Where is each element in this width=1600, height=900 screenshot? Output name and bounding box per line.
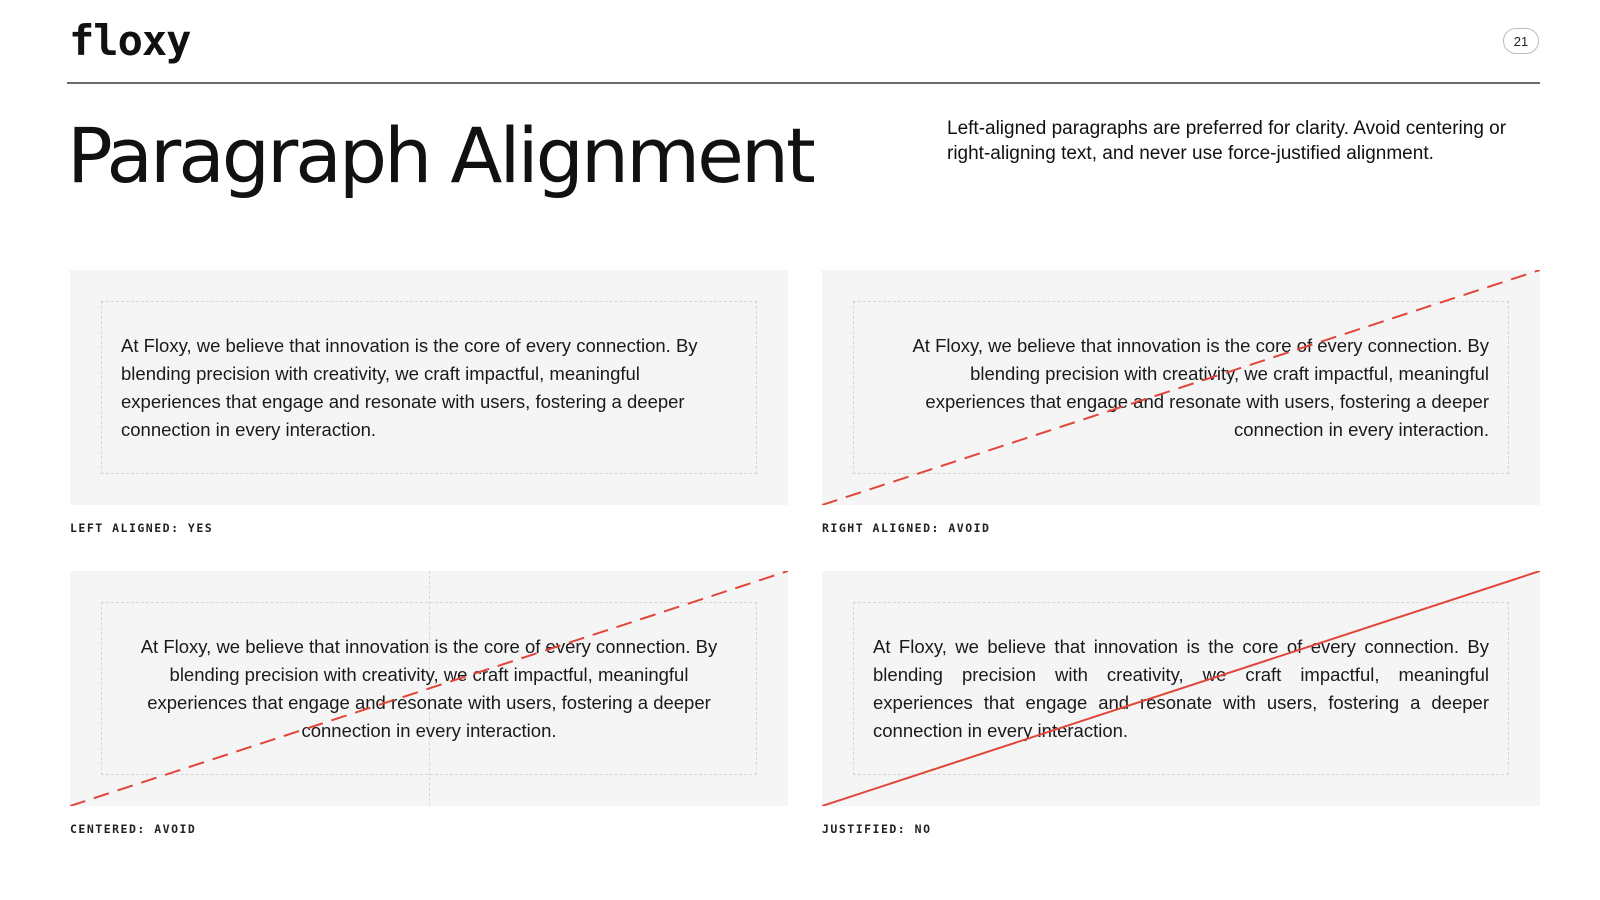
sample-paragraph: At Floxy, we believe that innovation is the core of every connection. By blending precision with creativity, we craft impactful, meaningful experiences that engage and resonate with users, fostering a deeper connection in every interaction.	[873, 636, 1489, 741]
example-card-right-aligned	[822, 270, 1540, 505]
no-strike-line	[822, 571, 1540, 806]
page-number-badge: 21	[1503, 28, 1539, 54]
intro-text: Left-aligned paragraphs are preferred for clarity. Avoid centering or right-aligning text, and never use force-justified alignment.	[947, 118, 1507, 164]
avoid-strike-line	[70, 571, 788, 806]
floxy-logo: floxy	[69, 16, 191, 65]
caption-centered: CENTERED: AVOID	[70, 822, 197, 836]
sample-paragraph: At Floxy, we believe that innovation is the core of every connection. By blending precision with creativity, we craft impactful, meaningful experiences that engage and resonate with users, fostering a deeper connection in every interaction.	[121, 335, 698, 440]
caption-right-aligned: RIGHT ALIGNED: AVOID	[822, 521, 991, 535]
avoid-strike-line	[822, 270, 1540, 505]
header-divider	[67, 82, 1540, 84]
caption-left-aligned: LEFT ALIGNED: YES	[70, 521, 214, 535]
page-title: Paragraph Alignment	[67, 111, 813, 200]
sample-paragraph: At Floxy, we believe that innovation is the core of every connection. By blending precision with creativity, we craft impactful, meaningful experiences that engage and resonate with users, fostering a deeper connection in every interaction.	[140, 636, 718, 741]
example-card-left-aligned	[70, 270, 788, 505]
example-card-centered	[70, 571, 788, 806]
caption-justified: JUSTIFIED: NO	[822, 822, 932, 836]
sample-paragraph: At Floxy, we believe that innovation is the core of every connection. By blending precision with creativity, we craft impactful, meaningful experiences that engage and resonate with users, fostering a deeper connection in every interaction.	[912, 335, 1489, 440]
example-card-justified	[822, 571, 1540, 806]
